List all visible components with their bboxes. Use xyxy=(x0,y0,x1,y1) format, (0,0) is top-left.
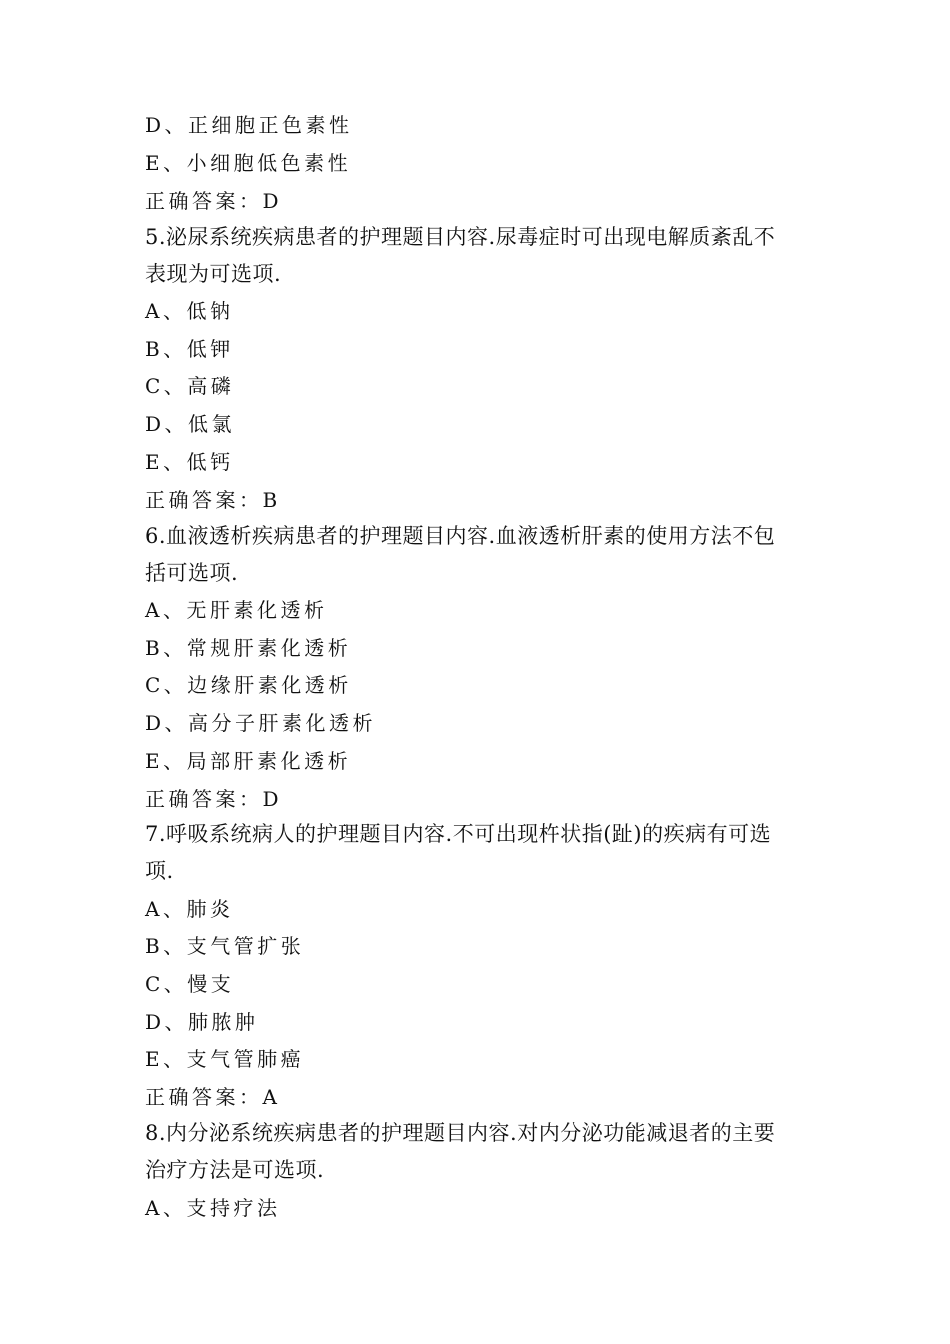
option-line: A、支持疗法 xyxy=(145,1196,281,1220)
question-line: 治疗方法是可选项. xyxy=(145,1158,325,1182)
option-line: C、边缘肝素化透析 xyxy=(145,673,352,697)
option-line: A、低钠 xyxy=(145,299,234,323)
option-line: D、正细胞正色素性 xyxy=(145,113,353,137)
option-line: D、高分子肝素化透析 xyxy=(145,711,377,735)
option-line: B、低钾 xyxy=(145,337,234,361)
option-line: E、支气管肺癌 xyxy=(145,1047,305,1071)
answer-line: 正确答案：A xyxy=(145,1085,281,1109)
answer-line: 正确答案：D xyxy=(145,787,283,811)
option-line: E、低钙 xyxy=(145,450,234,474)
question-line: 括可选项. xyxy=(145,561,239,585)
question-line: 5.泌尿系统疾病患者的护理题目内容.尿毒症时可出现电解质紊乱不 xyxy=(145,225,776,249)
option-line: C、高磷 xyxy=(145,374,235,398)
question-line: 6.血液透析疾病患者的护理题目内容.血液透析肝素的使用方法不包 xyxy=(145,524,776,548)
option-line: B、支气管扩张 xyxy=(145,934,305,958)
option-line: D、肺脓肿 xyxy=(145,1010,259,1034)
answer-line: 正确答案：B xyxy=(145,488,281,512)
question-line: 表现为可选项. xyxy=(145,262,282,286)
option-line: B、常规肝素化透析 xyxy=(145,636,352,660)
option-line: A、无肝素化透析 xyxy=(145,598,328,622)
option-line: D、低氯 xyxy=(145,412,236,436)
answer-line: 正确答案：D xyxy=(145,189,283,213)
option-line: E、小细胞低色素性 xyxy=(145,151,352,175)
question-line: 7.呼吸系统病人的护理题目内容.不可出现杵状指(趾)的疾病有可选 xyxy=(145,822,772,846)
option-line: E、局部肝素化透析 xyxy=(145,749,352,773)
question-line: 8.内分泌系统疾病患者的护理题目内容.对内分泌功能减退者的主要 xyxy=(145,1121,776,1145)
option-line: A、肺炎 xyxy=(145,897,234,921)
option-line: C、慢支 xyxy=(145,972,235,996)
question-line: 项. xyxy=(145,859,174,883)
